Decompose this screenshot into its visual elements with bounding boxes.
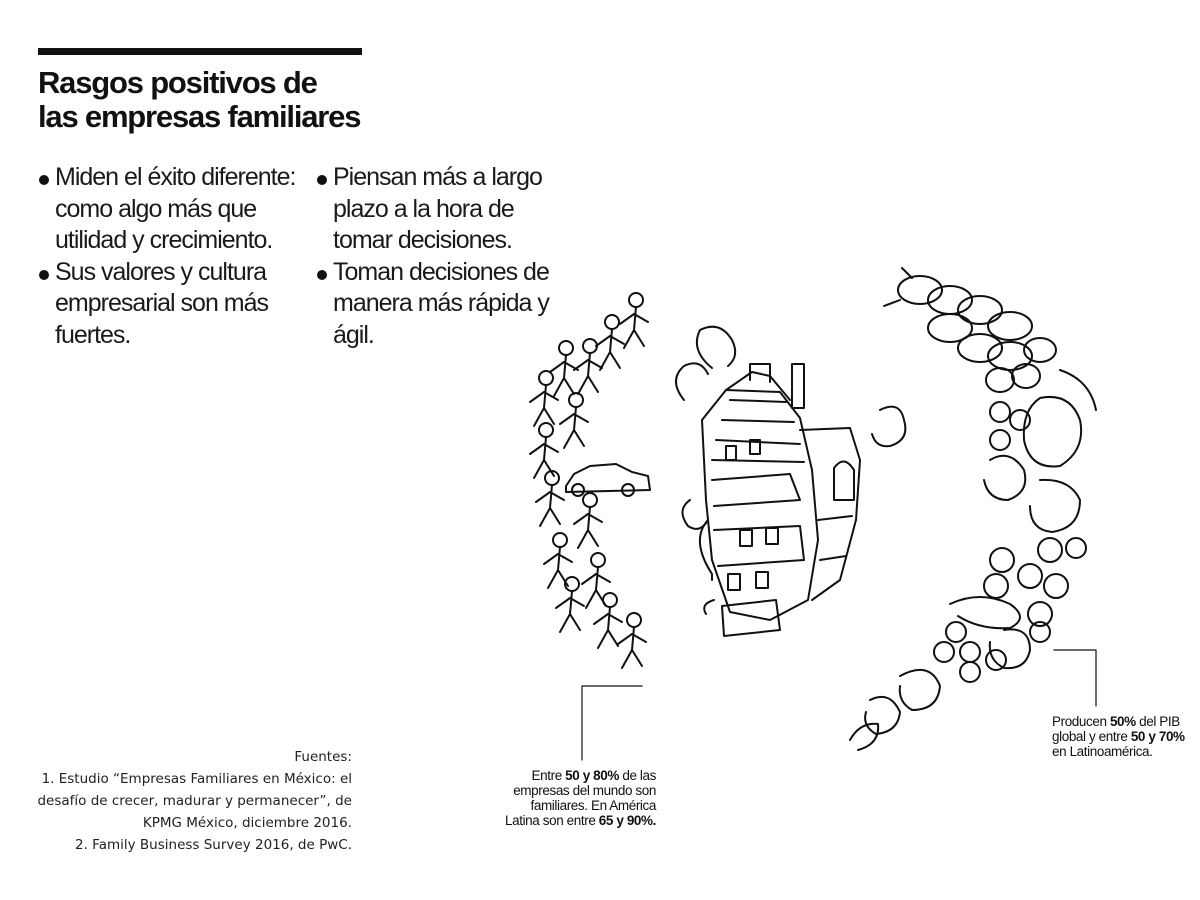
family-house-illustration xyxy=(676,327,905,636)
callout-bold: 50% xyxy=(1109,714,1136,729)
callout-bold: 50 y 80% xyxy=(565,768,620,783)
callout-bold: 50 y 70% xyxy=(1130,729,1185,744)
callout-left-leader xyxy=(582,686,642,760)
trait-item: Miden el éxito diferente: como algo más que utilidad y crecimiento. xyxy=(38,162,308,257)
source-line: 1. Estudio “Empresas Familiares en México: el xyxy=(41,771,352,787)
source-line: 2. Family Business Survey 2016, de PwC. xyxy=(75,837,352,853)
trait-item: Piensan más a largo plazo a la hora de tomar decisiones. xyxy=(316,162,576,257)
callout-text: Entre xyxy=(531,768,566,783)
callout-text: Producen xyxy=(1052,714,1110,729)
trait-item: Toman decisiones de manera más rápida y ágil. xyxy=(316,257,576,352)
sources-heading: Fuentes: xyxy=(294,749,352,765)
callout-bold: 65 y 90%. xyxy=(598,813,656,828)
callout-family-share xyxy=(496,768,656,828)
title-line-1: Rasgos positivos de xyxy=(38,65,317,100)
callout-right-leader xyxy=(1054,650,1096,706)
people-chain-illustration xyxy=(530,293,650,668)
money-produce-arc-illustration xyxy=(850,268,1096,750)
callout-gdp-share xyxy=(1052,714,1187,759)
source-line: desafío de crecer, madurar y permanecer”, de xyxy=(37,793,352,809)
callout-text: de las empresas del mundo son familiares. En América Latina son entre xyxy=(505,768,656,828)
callout-text: del PIB global y entre xyxy=(1052,714,1180,744)
trait-item: Sus valores y cultura empresarial son más fuertes. xyxy=(38,257,308,352)
source-line: KPMG México, diciembre 2016. xyxy=(142,815,352,831)
callout-text: en Latinoamérica. xyxy=(1052,744,1153,759)
title-line-2: las empresas familiares xyxy=(38,99,361,134)
